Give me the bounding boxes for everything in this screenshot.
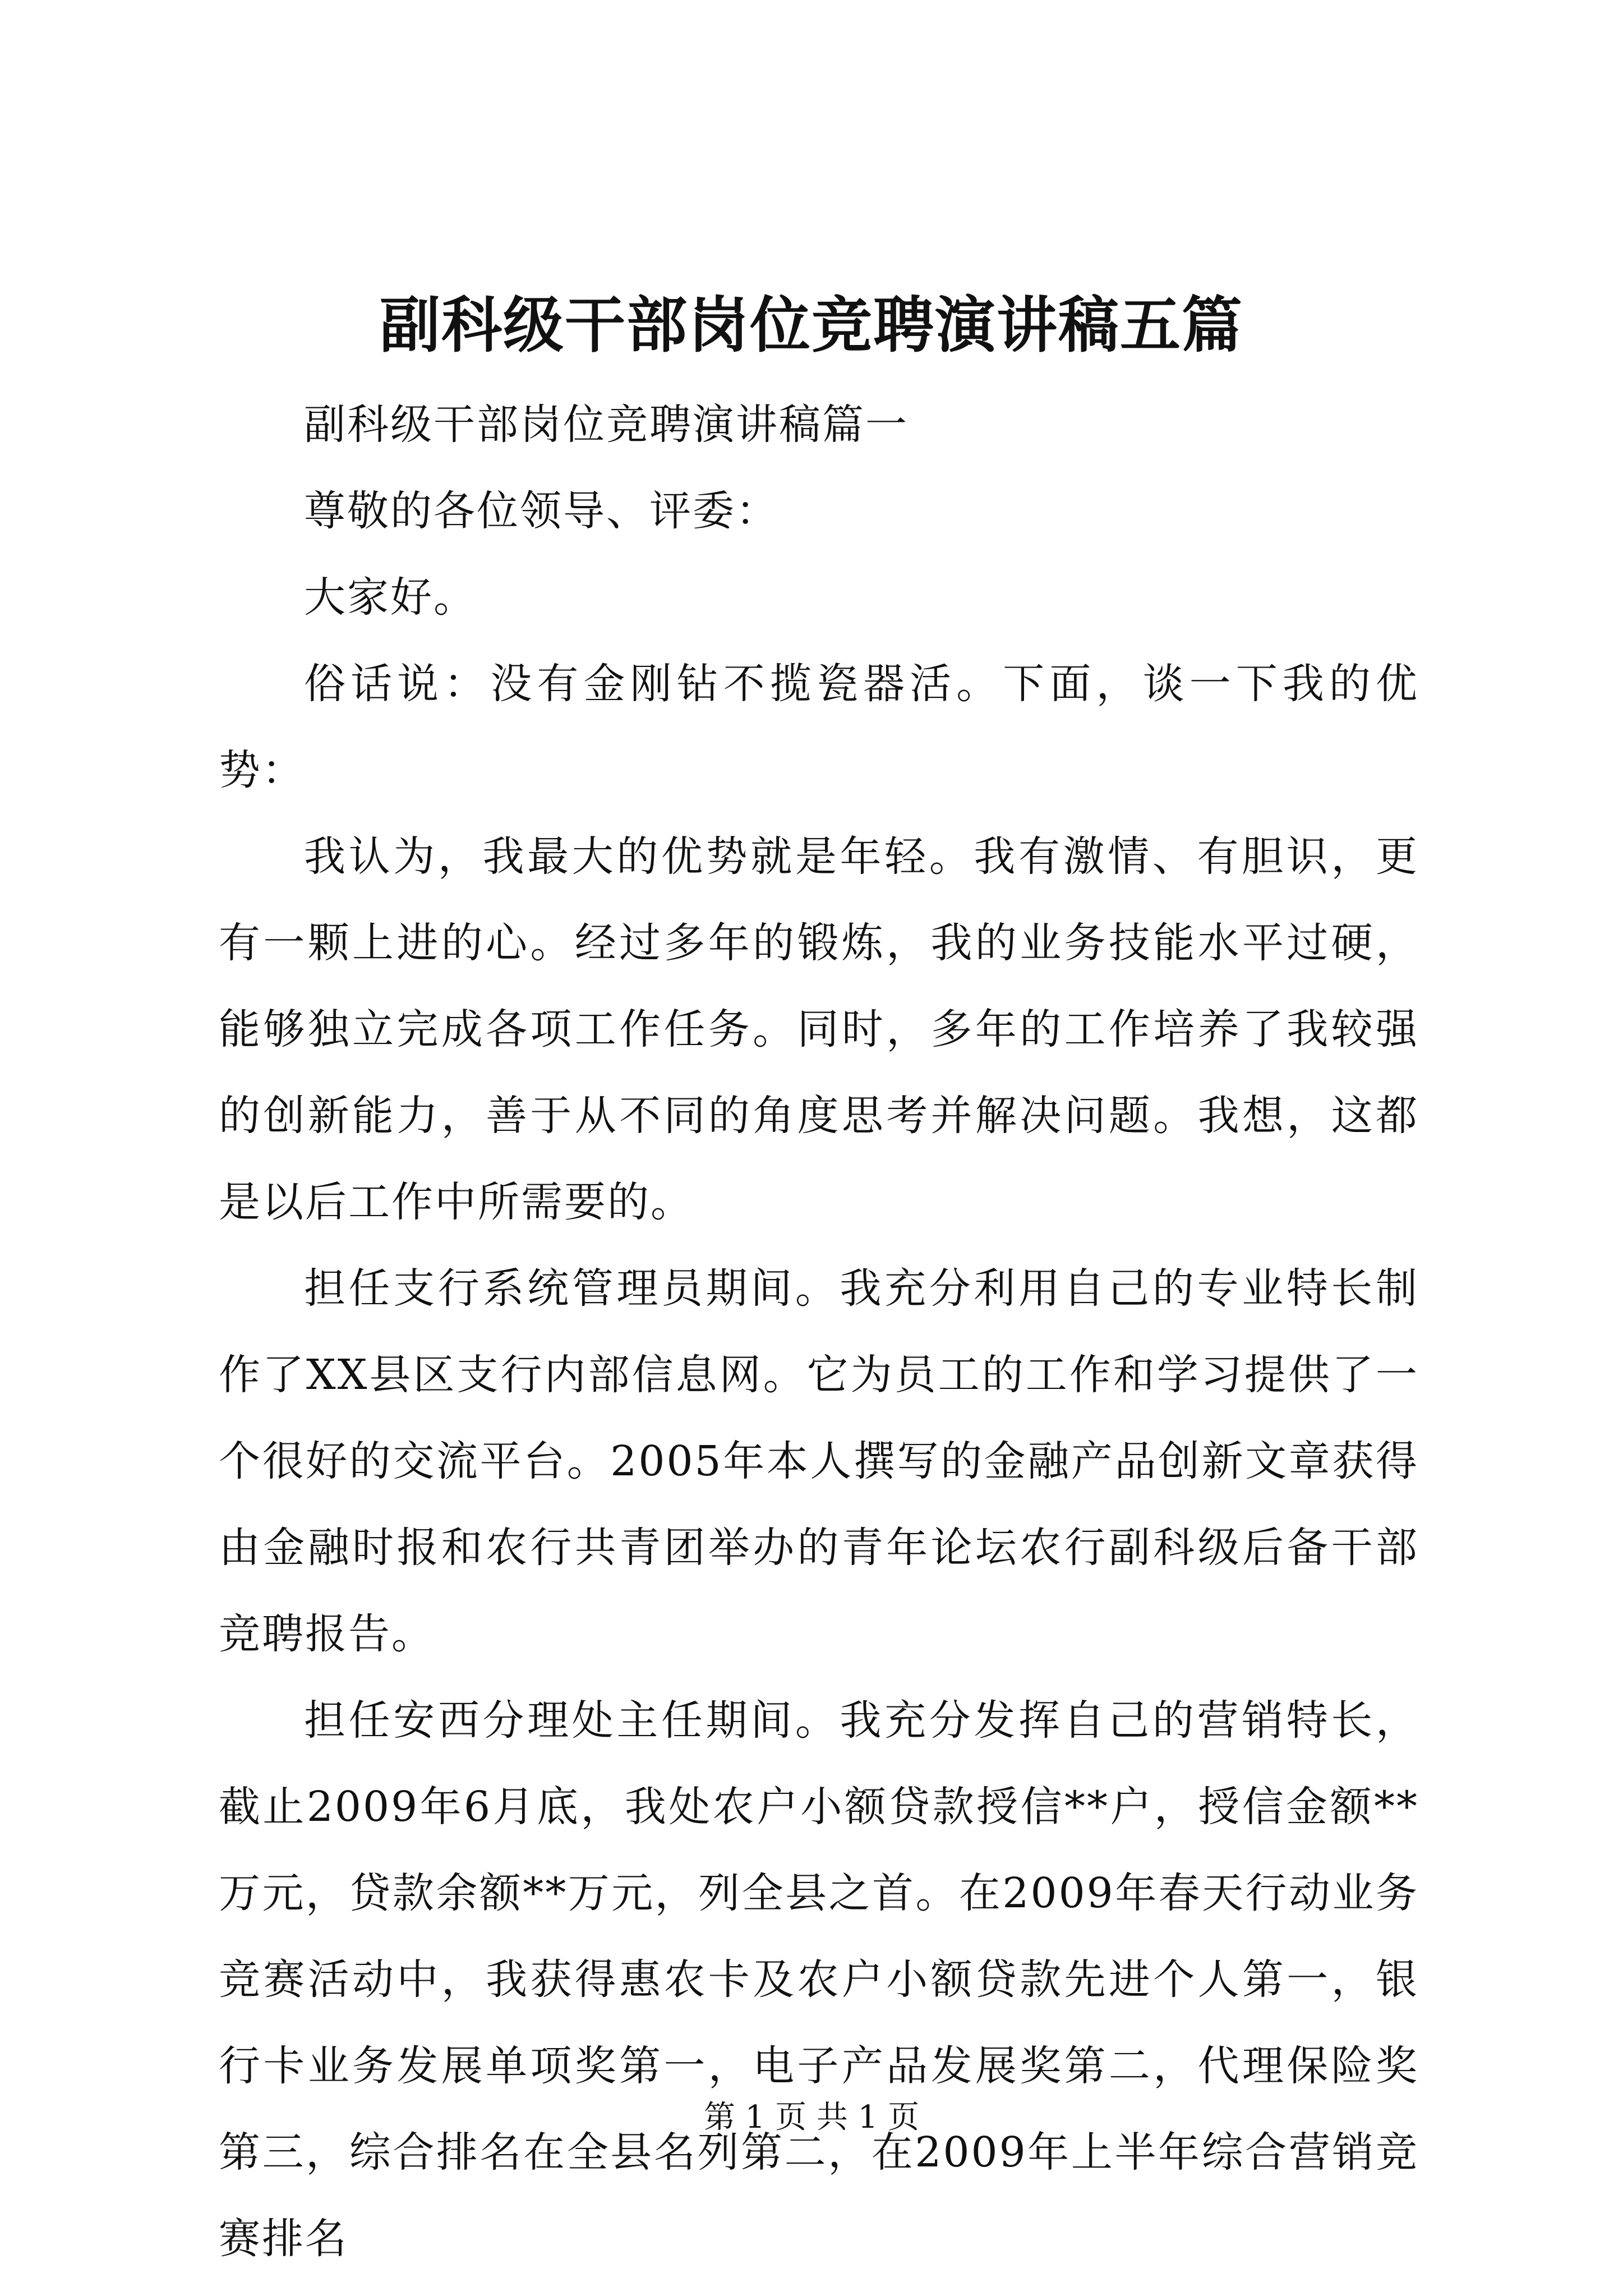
salutation: 尊敬的各位领导、评委： bbox=[304, 487, 779, 535]
paragraph: 我认为，我最大的优势就是年轻。我有激情、有胆识，更有一颗上进的心。经过多年的锻炼，我的业务技能水平过硬，能够独立完成各项工作任务。同时，多年的工作培养了我较强的创新能力，善于从不同的角度思考并解决问题。我想，这都是以后工作中所需要的。 bbox=[219, 832, 1419, 1226]
page-footer: 第 1 页 共 1 页 bbox=[703, 2099, 920, 2136]
paragraph: 担任支行系统管理员期间。我充分利用自己的专业特长制作了XX县区支行内部信息网。它为员工的工作和学习提供了一个很好的交流平台。2005年本人撰写的金融产品创新文章获得由金融时报和农行共青团举办的青年论坛农行副科级后备干部竞聘报告。 bbox=[219, 1264, 1419, 1658]
section-heading: 副科级干部岗位竞聘演讲稿篇一 bbox=[304, 401, 909, 449]
document-title: 副科级干部岗位竞聘演讲稿五篇 bbox=[379, 290, 1243, 361]
greeting: 大家好。 bbox=[304, 573, 477, 622]
paragraph: 俗话说：没有金刚钻不揽瓷器活。下面，谈一下我的优势： bbox=[219, 660, 1419, 794]
document-body bbox=[219, 381, 1419, 2282]
paragraph: 担任安西分理处主任期间。我充分发挥自己的营销特长，截止2009年6月底，我处农户小额贷款授信**户，授信金额**万元，贷款余额**万元，列全县之首。在2009年春天行动业务竞赛活动中，我获得惠农卡及农户小额贷款先进个人第一，银行卡业务发展单项奖第一，电子产品发展奖第二，代理保险奖第三，综合排名在全县名列第二，在2009年上半年综合营销竞赛排名 bbox=[219, 1696, 1419, 2263]
